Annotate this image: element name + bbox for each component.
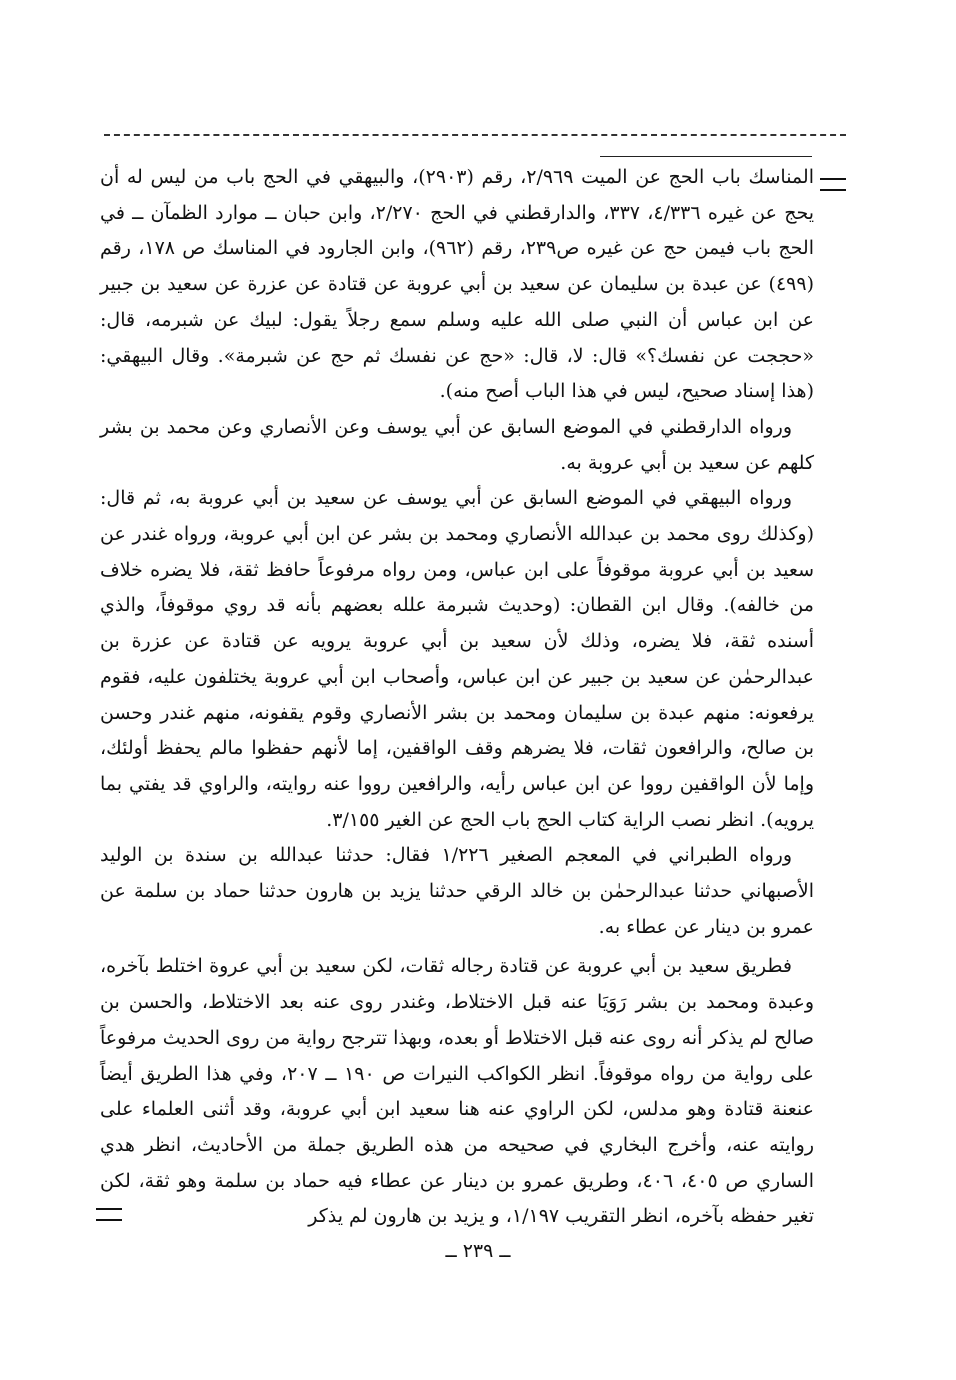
header-dashed-rule bbox=[104, 134, 846, 136]
footnote-paragraph: المناسك باب الحج عن الميت ٢/٩٦٩، رقم (٢٩٠٣)، والبيهقي في الحج باب من ليس له أن يحج عن غيره ٤/٣٣٦، ٣٣٧، والدارقطني في الحج ٢/٢٧٠، وابن حبان ــ موارد الظمآن ــ في الحج باب فيمن حج عن غيره ص٢٣٩، رقم (٩٦٢)، وابن الجارود في المناسك ص ١٧٨، رقم (٤٩٩) عن عبدة بن سليمان عن سعيد بن أبي عروبة عن قتادة عن عزرة عن سعيد بن جبير عن ابن عباس أن النبي صلى الله عليه وسلم سمع رجلاً يقول: لبيك عن شبرمه، قال: «حججت عن نفسك؟» قال: لا، قال: «حج عن نفسك ثم حج عن شبرمة». وقال البيهقي: (هذا إسناد صحيح، ليس في هذا الباب أصح منه). bbox=[100, 166, 815, 403]
footnote-paragraph: ورواه البيهقي في الموضع السابق عن أبي يوسف عن سعيد بن أبي عروبة به، ثم قال: (وكذلك روى محمد بن عبدالله الأنصاري ومحمد بن بشر عن ابن أبي عروبة، ورواه غندر عن سعيد بن أبي عروبة موقوفاً على ابن عباس، ومن رواه مرفوعاً حافظ ثقة، فلا يضره خلاف من خالفه). وقال ابن القطان: (وحديث شبرمة علله بعضهم بأنه قد روي موقوفاً، والذي أسنده ثقة، فلا يضره، وذلك لأن سعيد بن أبي عروبة يرويه عن قتادة عن عزرة بن عبدالرحمٰن عن سعيد بن جبير عن ابن عباس، وأصحاب ابن أبي عروبة يختلفون عليه، فقوم يرفعونه: منهم عبدة بن سليمان ومحمد بن بشر الأنصاري وقوم يقفونه، منهم غندر وحسن بن صالح، والرافعون ثقات، فلا يضرهم وقف الواقفين، إما لأنهم حفظوا مالم يحفظ أولئك، وإما لأن الواقفين رووا عن ابن عباس رأيه، والرافعين رووا عنه روايته، والراوي قد يفتي بما يرويه). انظر نصب الراية كتاب الحج باب الحج عن الغير ٣/١٥٥. bbox=[100, 487, 814, 831]
footnote-paragraph: ورواه الطبراني في المعجم الصغير ١/٢٢٦ فقال: حدثنا عبدالله بن سندة بن الوليد الأصبهاني حدثنا عبدالرحمٰن بن خالد الرقي حدثنا يزيد بن هارون حدثنا حماد بن سلمة عن عمرو بن دينار عن عطاء به. bbox=[100, 844, 814, 938]
page-number: ــ ٢٣٩ ــ bbox=[445, 1240, 511, 1262]
footnote-separator bbox=[600, 156, 812, 157]
footnote-paragraph: فطريق سعيد بن أبي عروبة عن قتادة رجاله ثقات، لكن سعيد بن أبي عروة اختلط بآخره، وعبدة ومحمد بن بشر رَوَيَا عنه قبل الاختلاط، وغندر روى عنه بعد الاختلاط، والحسن بن صالح لم يذكر أنه روى عنه قبل الاختلاط أو بعده، وبهذا تترجح رواية من روى الحديث مرفوعاً على رواية من رواه موقوفاً. انظر الكواكب النيرات ص ١٩٠ ــ ٢٠٧، وفي هذا الطريق أيضاً عنعنة قتادة وهو مدلس، لكن الراوي عنه هنا سعيد ابن أبي عروبة، وقد أثنى العلماء على روايته عنه، وأخرج البخاري في صحيحه من هذه الطريق جملة من الأحاديث، انظر هدي الساري ص ٤٠٥، ٤٠٦، وطريق عمرو بن دينار عن عطاء فيه حماد بن سلمة وهو ثقة، لكن تغير حفظه بآخره، انظر التقريب ١/١٩٧، و يزيد بن هارون لم يذكر bbox=[100, 955, 814, 1228]
continuation-mark-top bbox=[820, 178, 846, 191]
footnote-paragraph: ورواه الدارقطني في الموضع السابق عن أبي يوسف وعن الأنصاري وعن محمد بن بشر كلهم عن سعيد بن أبي عروبة به. bbox=[100, 415, 814, 474]
continuation-mark-bottom bbox=[96, 1208, 122, 1221]
footnote-text bbox=[100, 160, 814, 1235]
